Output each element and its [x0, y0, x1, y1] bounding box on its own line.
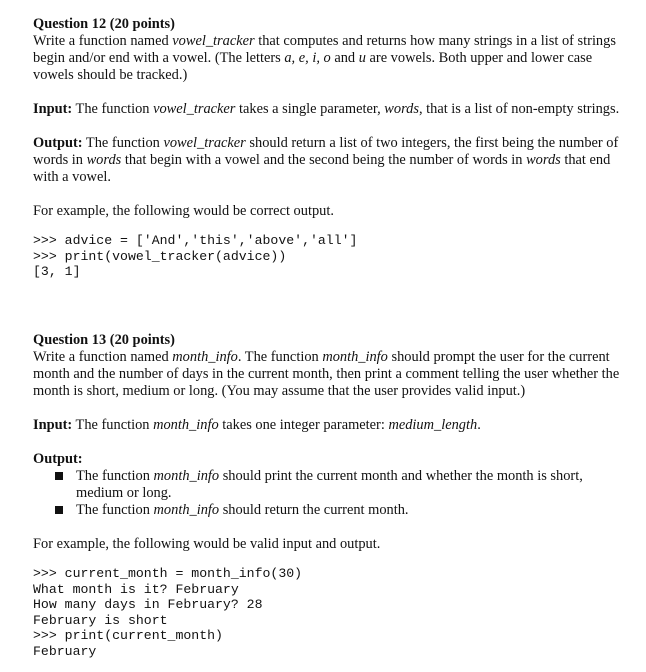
- question-13-input: [33, 417, 633, 434]
- question-12-output: [33, 135, 633, 186]
- bullet-text: The function month_info should return the current month.: [76, 502, 409, 518]
- question-13-title: Question 13: [33, 332, 107, 348]
- question-12-example-intro: For example, the following would be correct output.: [33, 203, 334, 219]
- question-12-heading: [33, 16, 633, 33]
- question-12-output-text: The function vowel_tracker should return a list of two integers, the first being the number of words in words that begin with a vowel and the second being the number of words in words that end with a vowel.: [33, 135, 619, 185]
- question-13-code-example: >>> current_month = month_info(30) What month is it? February How many days in February? 28 February is short >>> print(current_month) February: [33, 566, 303, 659]
- question-12: [33, 16, 633, 280]
- input-label: Input:: [33, 101, 73, 117]
- question-13-output-list: [33, 468, 633, 519]
- question-13-points: (20 points): [109, 332, 175, 348]
- bullet-square-icon: [55, 506, 63, 514]
- question-12-points: (20 points): [109, 16, 175, 32]
- question-13-example-intro: For example, the following would be valid input and output.: [33, 536, 381, 552]
- question-13-heading: [33, 332, 633, 349]
- question-13-input-text: The function month_info takes one integer parameter: medium_length.: [72, 417, 481, 433]
- question-12-code-example: >>> advice = ['And','this','above','all'] >>> print(vowel_tracker(advice)) [3, 1]: [33, 233, 358, 280]
- question-12-title: Question 12: [33, 16, 107, 32]
- question-13: [33, 332, 633, 660]
- question-13-output-label: Output:: [33, 451, 83, 467]
- question-13-intro: Write a function named month_info. The function month_info should prompt the user for the current month and the number of days in the current month, then print a comment telling the user whether the month is short, medium or long. (You may assume that the user provides valid input.): [33, 349, 620, 399]
- list-item: [55, 468, 633, 502]
- question-12-input: [33, 101, 633, 118]
- bullet-text: The function month_info should print the current month and whether the month is short, medium or long.: [76, 468, 583, 501]
- question-12-input-text: The function vowel_tracker takes a single parameter, words, that is a list of non-empty strings.: [72, 101, 620, 117]
- output-label: Output:: [33, 135, 83, 151]
- bullet-square-icon: [55, 472, 63, 480]
- list-item: [55, 502, 633, 519]
- input-label: Input:: [33, 417, 73, 433]
- question-12-intro: Write a function named vowel_tracker that computes and returns how many strings in a list of strings begin and/or end with a vowel. (The letters a, e, i, o and u are vowels. Both upper and lower case vowels should be tracked.): [33, 33, 616, 83]
